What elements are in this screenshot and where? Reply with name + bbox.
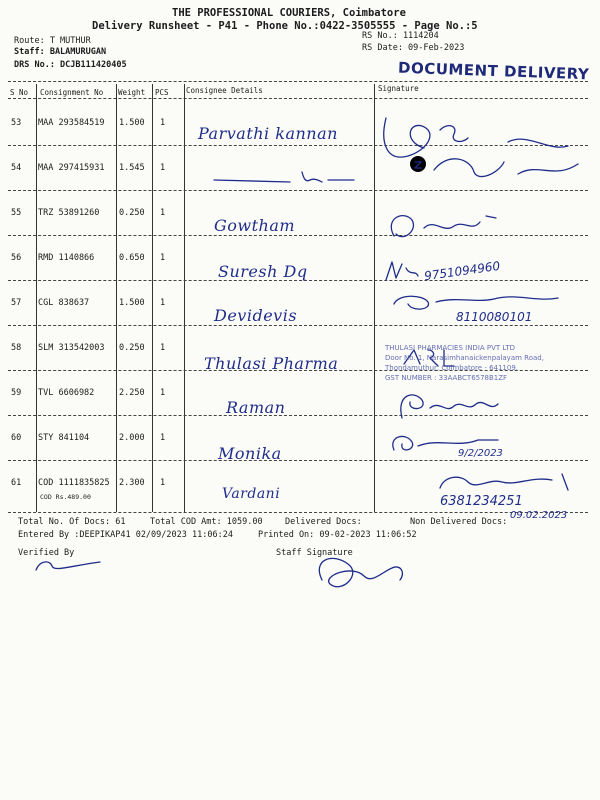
row-consignment-no: MAA 293584519 (38, 118, 105, 128)
printed-on: Printed On: 09-02-2023 11:06:52 (258, 530, 417, 540)
row-sno: 59 (11, 388, 22, 398)
row-pcs: 1 (160, 388, 166, 398)
row-consignment-no: STY 841104 (38, 433, 90, 443)
col-sno: S No (10, 88, 29, 97)
row-weight: 0.250 (119, 208, 145, 218)
col-pcs: PCS (155, 88, 169, 97)
row-sno: 54 (11, 163, 22, 173)
row-sno: 55 (11, 208, 22, 218)
staff-signature-label: Staff Signature (276, 548, 353, 558)
route-label: Route: T MUTHUR (14, 36, 91, 46)
verifier-signature-scribble (30, 556, 110, 576)
col-consignment: Consignment No (40, 88, 104, 97)
consignee-handwriting: Vardani (222, 486, 281, 502)
row-consignment-no: COD 1111835825 (38, 478, 110, 488)
header-divider (8, 98, 588, 99)
handwritten-date-row60: 9/2/2023 (458, 448, 503, 459)
row-divider (8, 460, 588, 461)
drs-number: DRS No.: DCJB111420405 (14, 60, 127, 70)
row-pcs: 1 (160, 478, 166, 488)
row-weight: 1.545 (119, 163, 145, 173)
document-delivery-stamp: DOCUMENT DELIVERY (397, 58, 590, 84)
row-weight: 2.250 (119, 388, 145, 398)
row-pcs: 1 (160, 118, 166, 128)
entered-by: Entered By :DEEPIKAP41 02/09/2023 11:06:24 (18, 530, 233, 540)
company-stamp-line: Door No. 1, Narasimhanaickenpalayam Road, (385, 354, 544, 362)
row-weight: 0.650 (119, 253, 145, 263)
row-divider (8, 325, 588, 326)
company-stamp (385, 343, 585, 383)
total-docs: Total No. Of Docs: 61 (18, 517, 126, 527)
row-consignment-no: TRZ 53891260 (38, 208, 100, 218)
column-line (116, 84, 117, 512)
handwritten-number-row57: 8110080101 (456, 310, 533, 324)
consignee-handwriting: Monika (218, 444, 282, 463)
row-consignment-no: CGL 838637 (38, 298, 90, 308)
staff-label: Staff: BALAMURUGAN (14, 47, 107, 57)
row-weight: 0.250 (119, 343, 145, 353)
signature-scribble-row53 (378, 112, 588, 192)
row-sno: 58 (11, 343, 22, 353)
row-consignment-no: RMD 1140866 (38, 253, 95, 263)
row-pcs: 1 (160, 208, 166, 218)
row-sno: 60 (11, 433, 22, 443)
signature-scribble-row55 (384, 208, 504, 244)
handwritten-phone-row61: 6381234251 (440, 494, 523, 509)
row-consignment-no: TVL 6606982 (38, 388, 95, 398)
signature-scribble-row56 (382, 256, 422, 286)
consignee-handwriting: Suresh Dq (218, 262, 308, 281)
signature-scribble-row59 (394, 388, 514, 422)
company-stamp-line: Thondamuthur, Coimbatore - 641109. (385, 364, 519, 372)
table-top-divider (8, 81, 588, 82)
verified-by-label: Verified By (18, 548, 75, 558)
company-title: THE PROFESSIONAL COURIERS, Coimbatore (172, 7, 406, 19)
col-weight: Weight (118, 88, 146, 97)
consignee-handwriting: Thulasi Pharma (204, 354, 339, 373)
column-line (184, 84, 185, 512)
non-delivered-docs: Non Delivered Docs: (410, 517, 508, 527)
row-weight: 2.300 (119, 478, 145, 488)
row-consignment-no: MAA 297415931 (38, 163, 105, 173)
col-consignee: Consignee Details (186, 86, 263, 95)
consignee-signature-scribble (210, 168, 360, 188)
consignee-handwriting: Parvathi kannan (198, 124, 338, 143)
company-stamp-line: GST NUMBER : 33AABCT6578B1ZF (385, 374, 508, 382)
column-line (152, 84, 153, 512)
row-sno: 56 (11, 253, 22, 263)
total-cod-amount: Total COD Amt: 1059.00 (150, 517, 263, 527)
row-pcs: 1 (160, 253, 166, 263)
row-sno: 61 (11, 478, 22, 488)
runsheet-title: Delivery Runsheet - P41 - Phone No.:0422-3505555 - Page No.:5 (92, 20, 478, 32)
rs-number: RS No.: 1114204 (362, 31, 439, 41)
column-line (374, 84, 375, 512)
row-cod-amount: COD Rs.489.00 (40, 493, 91, 501)
row-pcs: 1 (160, 433, 166, 443)
row-sno: 53 (11, 118, 22, 128)
row-sno: 57 (11, 298, 22, 308)
handwritten-phone-row56: 9751094960 (423, 258, 501, 284)
row-weight: 1.500 (119, 298, 145, 308)
consignee-handwriting: Devidevis (214, 306, 298, 325)
row-consignment-no: SLM 313542003 (38, 343, 105, 353)
staff-signature-scribble (312, 550, 412, 596)
col-signature: Signature (378, 84, 419, 93)
row-weight: 2.000 (119, 433, 145, 443)
row-weight: 1.500 (119, 118, 145, 128)
row-pcs: 1 (160, 343, 166, 353)
signature-scribble-row61 (432, 470, 582, 496)
column-line (36, 84, 37, 512)
consignee-handwriting: Gowtham (214, 216, 296, 235)
consignee-handwriting: Raman (226, 398, 286, 417)
handwritten-delivery-date: 09.02.2023 (510, 510, 568, 521)
rs-date: RS Date: 09-Feb-2023 (362, 43, 465, 53)
table-bottom-divider (8, 512, 588, 513)
row-pcs: 1 (160, 298, 166, 308)
company-stamp-line: THULASI PHARMACIES INDIA PVT LTD (385, 344, 516, 352)
delivered-docs: Delivered Docs: (285, 517, 362, 527)
row-pcs: 1 (160, 163, 166, 173)
